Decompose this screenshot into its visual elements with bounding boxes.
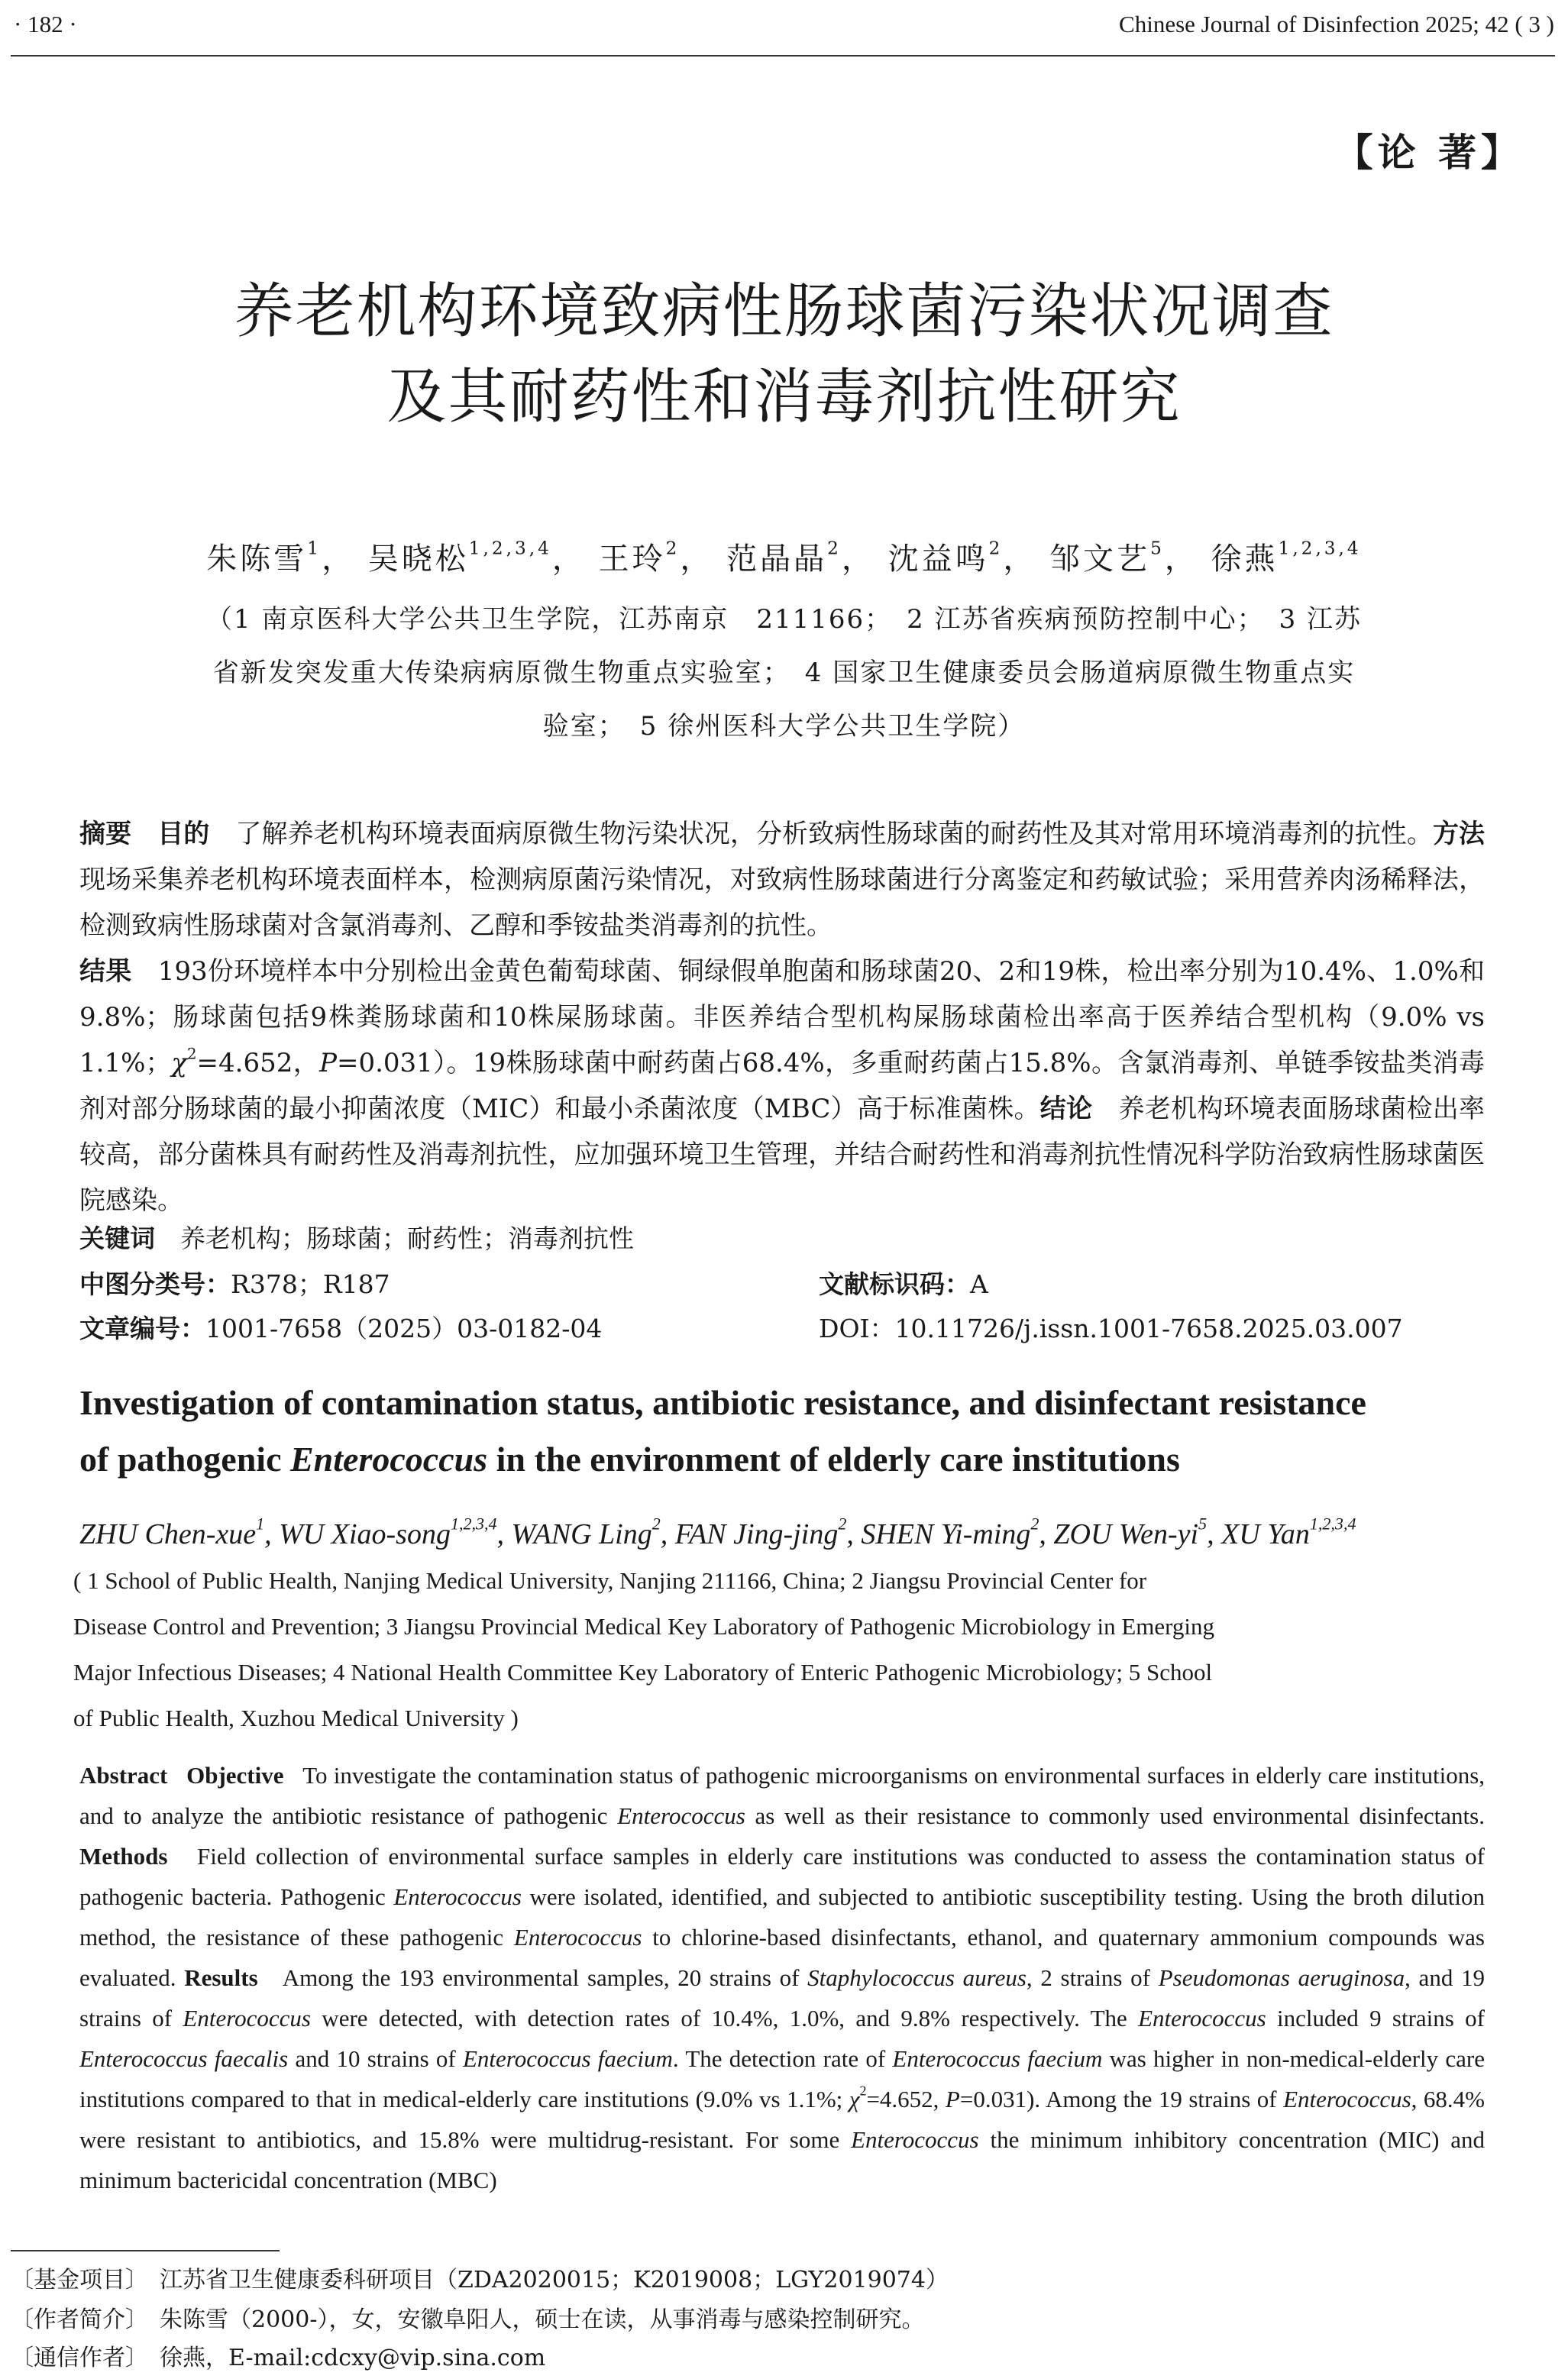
footnote-corresponding: 〔通信作者〕 徐燕，E-mail:cdcxy@vip.sina.com <box>11 2345 546 2371</box>
footnote-author: 〔作者简介〕 朱陈雪（2000-），女，安徽阜阳人，硕士在读，从事消毒与感染控制研究。 <box>11 2306 925 2333</box>
article-type: 【论 著】 <box>1334 130 1524 175</box>
cn-author-list <box>0 535 1568 578</box>
cn-author: 邹文艺$^5$， <box>1049 538 1198 577</box>
en-author: ZHU Chen-xue$^1$, <box>79 1514 280 1550</box>
en-author: WANG Ling$^2$, <box>511 1514 675 1550</box>
cn-author: 朱陈雪$^1$， <box>206 538 356 577</box>
cn-author: 范晶晶$^2$， <box>726 538 875 577</box>
cn-abstract: 摘要 目的 了解养老机构环境表面病原微生物污染状况，分析致病性肠球菌的耐药性及其对常用环境消毒剂的抗性。方法 现场采集养老机构环境表面样本，检测病原菌污染情况，对致病性肠球菌进行分离鉴定和药敏试验；采用营养肉汤稀释法，检测致病性肠球菌对含氯消毒剂、乙醇和季铵盐类消毒剂的抗性。 结果 193份环境样本中分别检出金黄色葡萄球菌、铜绿假单胞菌和肠球菌20、2和19株，检出率分别为10.4%、1.0%和9.8%；肠球菌包括9株粪肠球菌和10株屎肠球菌。非医养结合型机构屎肠球菌检出率高于医养结合型机构（9.0% vs 1.1%；$\chi^2=4.652$，P=0.031）。19株肠球菌中耐药菌占68.4%，多重耐药菌占15.8%。含氯消毒剂、单链季铵盐类消毒剂对部分肠球菌的最小抑菌浓度（MIC）和最小杀菌浓度（MBC）高于标准菌株。结论 养老机构环境表面肠球菌检出率较高，部分菌株具有耐药性及消毒剂抗性，应加强环境卫生管理，并结合耐药性和消毒剂抗性情况科学防治致病性肠球菌医院感染。 <box>79 819 1486 1216</box>
cn-title-line2: 及其耐药性和消毒剂抗性研究 <box>386 363 1182 432</box>
en-abstract: Abstract Objective To investigate the contamination status of pathogenic microorganisms on environmental surfaces in elderly care institutions, and to analyze the antibiotic resistance of pathogenic Enterococcus as well as their resistance to commonly used environmental disinfectants. Methods Field collection of environmental surface samples in elderly care institutions was conducted to assess the contamination status of pathogenic bacteria. Pathogenic Enterococcus were isolated, identified, and subjected to antibiotic susceptibility testing. Using the broth dilution method, the resistance of these pathogenic Enterococcus to chlorine-based disinfectants, ethanol, and quaternary ammonium compounds was evaluated. Results Among the 193 environmental samples, 20 strains of Staphylococcus aureus, 2 strains of Pseudomonas aeruginosa, and 19 strains of Enterococcus were detected, with detection rates of 10.4%, 1.0%, and 9.8% respectively. The Enterococcus included 9 strains of Enterococcus faecalis and 10 strains of Enterococcus faecium. The detection rate of Enterococcus faecium was higher in non-medical-elderly care institutions compared to that in medical-elderly care institutions (9.0% vs 1.1%; $\chi^2=4.652$, P=0.031). Among the 19 strains of Enterococcus, 68.4% were resistant to antibiotics, and 15.8% were multidrug-resistant. For some Enterococcus the minimum inhibitory concentration (MIC) and minimum bactericidal concentration (MBC) <box>79 1762 1486 2193</box>
en-affiliations: ( 1 School of Public Health, Nanjing Medical University, Nanjing 211166, China; 2 Jiangsu Provincial Center for Disease Control and Prevention; 3 Jiangsu Provincial Medical Key Laboratory of Pathogenic Microbiology in Emerging Major Infectious Diseases; 4 National Health Committee Key Laboratory of Enteric Pathogenic Microbiology; 5 School of Public Health, Xuzhou Medical University ) <box>73 1567 1215 1731</box>
header-rule <box>11 55 1555 57</box>
cn-keywords: 关键词 养老机构；肠球菌；耐药性；消毒剂抗性 <box>79 1223 634 1253</box>
cn-title-line1: 养老机构环境致病性肠球菌污染状况调查 <box>234 277 1334 346</box>
en-author: WU Xiao-song$^{1,2,3,4}$, <box>279 1514 512 1550</box>
page-number: · 182 · <box>14 11 77 37</box>
doi: DOI：10.11726/j.issn.1001-7658.2025.03.007 <box>819 1314 1403 1343</box>
footnote-rule <box>11 2250 280 2251</box>
clc-number: 中图分类号：R378；R187 <box>79 1269 390 1299</box>
document-code: 文献标识码：A <box>819 1269 988 1299</box>
article-number: 文章编号：1001-7658（2025）03-0182-04 <box>79 1314 603 1343</box>
en-author: SHEN Yi-ming$^2$, <box>861 1514 1054 1550</box>
cn-author: 徐燕$^{1,2,3,4}$ <box>1211 538 1362 577</box>
cn-author: 王玲$^2$， <box>598 538 714 577</box>
footnote-fund: 〔基金项目〕 江苏省卫生健康委科研项目（ZDA2020015；K2019008；LGY2019074） <box>11 2267 949 2293</box>
journal-info: Chinese Journal of Disinfection 2025; 42 ( 3 ) <box>1119 11 1554 37</box>
en-author: XU Yan$^{1,2,3,4}$ <box>1221 1514 1356 1550</box>
cn-abstract-label: 摘要 <box>79 819 132 849</box>
en-author-list <box>79 1515 1356 1553</box>
en-author: FAN Jing-jing$^2$, <box>674 1514 862 1550</box>
cn-author: 沈益鸣$^2$， <box>887 538 1037 577</box>
cn-author: 吴晓松$^{1,2,3,4}$， <box>367 538 586 577</box>
en-author: ZOU Wen-$yi^5$, <box>1053 1514 1222 1550</box>
en-title: Investigation of contamination status, antibiotic resistance, and disinfectant resistance of pathogenic Enterococcus in the environment of elderly care institutions <box>79 1383 1366 1479</box>
cn-affiliations: （1 南京医科大学公共卫生学院，江苏南京 211166； 2 江苏省疾病预防控制中心； 3 江苏 省新发突发重大传染病病原微生物重点实验室； 4 国家卫生健康委员会肠道病原微生物重点实 验室； 5 徐州医科大学公共卫生学院） <box>205 604 1363 742</box>
